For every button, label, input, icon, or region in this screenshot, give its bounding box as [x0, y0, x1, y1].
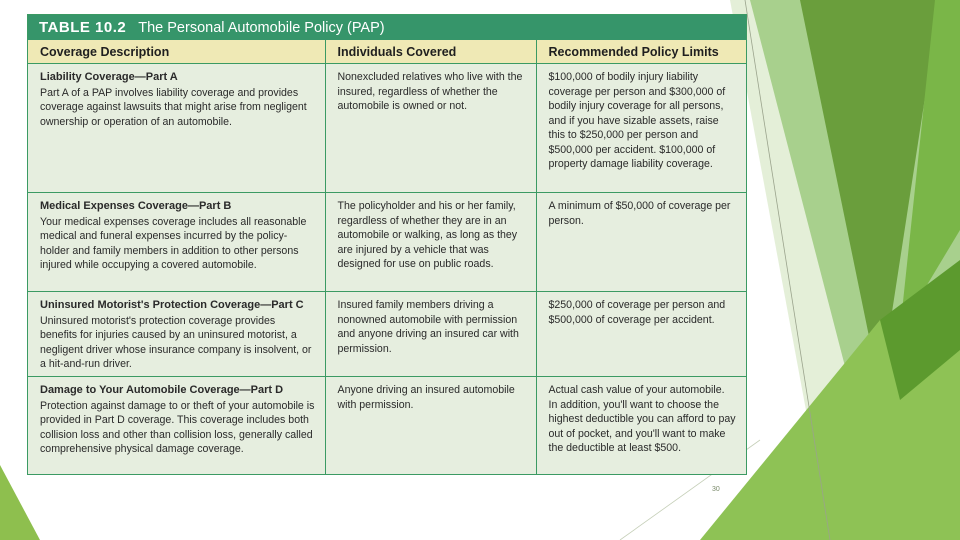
individuals-cell: Anyone driving an insured automobile with permission.	[325, 377, 536, 474]
table-row	[28, 193, 746, 292]
header-individuals-covered: Individuals Covered	[325, 40, 536, 64]
pap-table	[27, 14, 747, 475]
description-cell	[28, 64, 325, 193]
part-title: Uninsured Motorist's Protection Coverage—Part C	[40, 299, 304, 311]
table-row	[28, 64, 746, 193]
description-text: Protection against damage to or theft of your automobile is provided in Part D coverage. This coverage includes both collision loss and other than collision loss, generally called comprehensive physical damage coverage.	[40, 399, 315, 455]
description-text: Your medical expenses coverage includes all reasonable medical and funeral expenses incurred by the policy-holder and family members in addition to other persons injured while occupying a covered automobile.	[40, 215, 307, 271]
description-text: Part A of a PAP involves liability coverage and provides coverage against lawsuits that might arise from negligent ownership or operation of an automobile.	[40, 86, 307, 128]
individuals-cell: Nonexcluded relatives who live with the insured, regardless of whether the automobile is owned or not.	[325, 64, 536, 193]
table-title: The Personal Automobile Policy (PAP)	[138, 19, 385, 36]
table-row	[28, 292, 746, 377]
page-number: 30	[712, 486, 720, 493]
limits-cell: Actual cash value of your automobile. In addition, you'll want to choose the highest deductible you can afford to pay out of pocket, and you'll want to make the deductible at least $500.	[548, 384, 736, 454]
description-text: Uninsured motorist's protection coverage provides benefits for injuries caused by an uninsured motorist, a negligent driver whose insurance company is insolvent, or a hit-and-run driver.	[40, 314, 312, 370]
limits-cell: A minimum of $50,000 of coverage per person.	[536, 193, 746, 292]
individuals-cell: Insured family members driving a nonowned automobile with permission and anyone driving an insured car with permission.	[325, 292, 536, 377]
header-row	[28, 40, 746, 64]
header-recommended-limits: Recommended Policy Limits	[536, 40, 746, 64]
table-title-bar	[28, 15, 746, 40]
table-row	[28, 377, 746, 474]
description-cell	[28, 377, 325, 474]
description-cell	[28, 193, 325, 292]
limits-cell: $100,000 of bodily injury liability coverage per person and $300,000 of bodily injury coverage for all persons, and if you have sizable assets, raise this to $250,000 per person and $500,000 per accident. $100,000 of property damage liability coverage.	[536, 64, 746, 193]
table-label: TABLE 10.2	[39, 19, 127, 36]
coverage-table	[28, 40, 746, 474]
header-coverage-description: Coverage Description	[28, 40, 325, 64]
part-title: Medical Expenses Coverage—Part B	[40, 200, 232, 212]
part-title: Liability Coverage—Part A	[40, 71, 178, 83]
individuals-cell: The policyholder and his or her family, regardless of whether they are in an automobile or walking, as long as they are injured by a vehicle that was designed for use on public roads.	[325, 193, 536, 292]
description-cell	[28, 292, 325, 377]
bottom-left-green-shape	[0, 465, 40, 540]
limits-cell: $250,000 of coverage per person and $500,000 of coverage per accident.	[536, 292, 746, 377]
part-title: Damage to Your Automobile Coverage—Part D	[40, 384, 284, 396]
